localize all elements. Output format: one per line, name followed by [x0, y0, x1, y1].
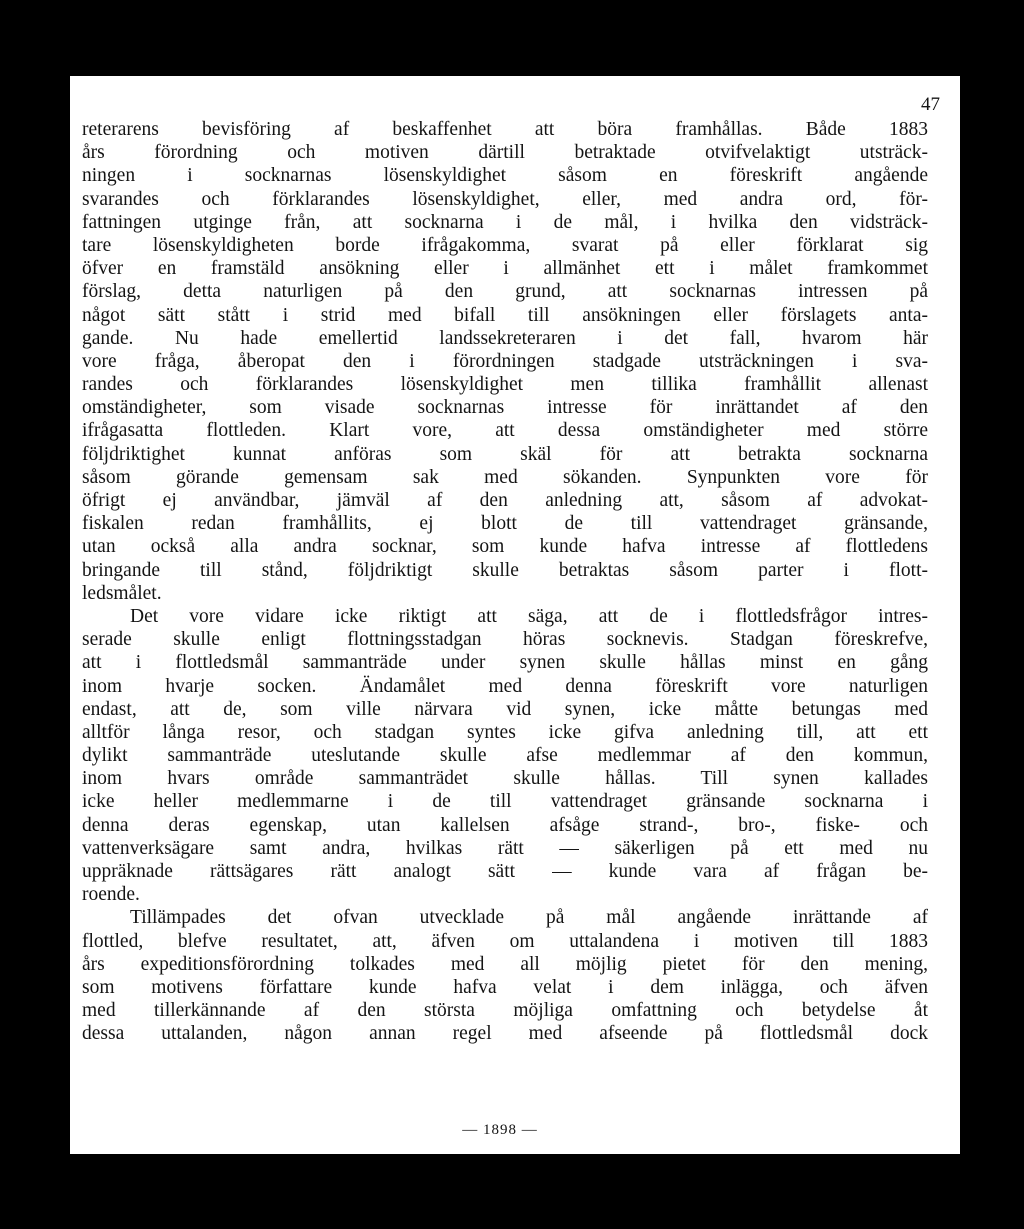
text-line: att i flottledsmål sammanträde under synen skulle hållas minst en gång [82, 652, 928, 674]
text-line: års förordning och motiven därtill betraktade otvifvelaktigt utsträck- [82, 142, 928, 164]
text-line: dessa uttalanden, någon annan regel med afseende på flottledsmål dock [82, 1023, 928, 1045]
text-line: tare lösenskyldigheten borde ifrågakomma, svarat på eller förklarat sig [82, 234, 928, 256]
text-line: med tillerkännande af den största möjliga omfattning och betydelse åt [82, 1000, 928, 1022]
document-page [70, 76, 960, 1154]
text-line: dylikt sammanträde uteslutande skulle afse medlemmar af den kommun, [82, 745, 928, 767]
text-line: gande. Nu hade emellertid landssekreteraren i det fall, hvarom här [82, 327, 928, 349]
text-line: svarandes och förklarandes lösenskyldighet, eller, med andra ord, för- [82, 188, 928, 210]
text-line: icke heller medlemmarne i de till vattendraget gränsande socknarna i [82, 791, 928, 813]
text-line: vore fråga, åberopat den i förordningen stadgade utsträckningen i sva- [82, 350, 928, 372]
text-line: denna deras egenskap, utan kallelsen afsåge strand-, bro-, fiske- och [82, 814, 928, 836]
text-line: fiskalen redan framhållits, ej blott de till vattendraget gränsande, [82, 513, 928, 535]
text-line: ledsmålet. [82, 582, 162, 604]
page-footer-year: — 1898 — [462, 1122, 538, 1138]
text-line: omständigheter, som visade socknarnas intresse för inrättandet af den [82, 397, 928, 419]
text-line: följdriktighet kunnat anföras som skäl för att betrakta socknarna [82, 443, 928, 465]
text-line: fattningen utginge från, att socknarna i de mål, i hvilka den vidsträck- [82, 211, 928, 233]
text-line: endast, att de, som ville närvara vid synen, icke måtte betungas med [82, 698, 928, 720]
text-line: ningen i socknarnas lösenskyldighet såsom en föreskrift angående [82, 165, 928, 187]
text-line: flottled, blefve resultatet, att, äfven om uttalandena i motiven till 1883 [82, 930, 928, 952]
text-line: vattenverksägare samt andra, hvilkas rätt — säkerligen på ett med nu [82, 837, 928, 859]
text-line: bringande till stånd, följdriktigt skulle betraktas såsom parter i flott- [82, 559, 928, 581]
text-line: inom hvarje socken. Ändamålet med denna föreskrift vore naturligen [82, 675, 928, 697]
text-line: uppräknade rättsägares rätt analogt sätt — kunde vara af frågan be- [82, 861, 928, 882]
paragraph-first-line: Det vore vidare icke riktigt att säga, att de i flottledsfrågor intres- [130, 605, 928, 627]
text-line: något sätt stått i strid med bifall till ansökningen eller förslagets anta- [82, 304, 928, 326]
paragraph-first-line: Tillämpades det ofvan utvecklade på mål angående inrättande af [130, 907, 928, 929]
text-line: alltför långa resor, och stadgan syntes icke gifva anledning till, att ett [82, 721, 928, 743]
text-line: som motivens författare kunde hafva velat i dem inlägga, och äfven [82, 976, 928, 998]
body-text [82, 118, 928, 1046]
text-line: randes och förklarandes lösenskyldighet men tillika framhållit allenast [82, 374, 928, 396]
text-line: ifrågasatta flottleden. Klart vore, att dessa omständigheter med större [82, 420, 928, 442]
text-line: utan också alla andra socknar, som kunde hafva intresse af flottledens [82, 536, 928, 558]
text-line: öfrigt ej användbar, jämväl af den anledning att, såsom af advokat- [82, 490, 928, 511]
text-line: öfver en framstäld ansökning eller i allmänhet ett i målet framkommet [82, 258, 928, 280]
text-line: reterarens bevisföring af beskaffenhet att böra framhållas. Både 1883 [82, 119, 928, 140]
page-number: 47 [921, 94, 940, 115]
text-line: års expeditionsförordning tolkades med all möjlig pietet för den mening, [82, 953, 928, 975]
text-line: roende. [82, 884, 140, 906]
text-line: förslag, detta naturligen på den grund, att socknarnas intressen på [82, 281, 928, 303]
text-line: inom hvars område sammanträdet skulle hållas. Till synen kallades [82, 768, 928, 790]
text-line: serade skulle enligt flottningsstadgan höras socknevis. Stadgan föreskrefve, [82, 629, 928, 651]
text-line: såsom görande gemensam sak med sökanden. Synpunkten vore för [82, 466, 928, 488]
